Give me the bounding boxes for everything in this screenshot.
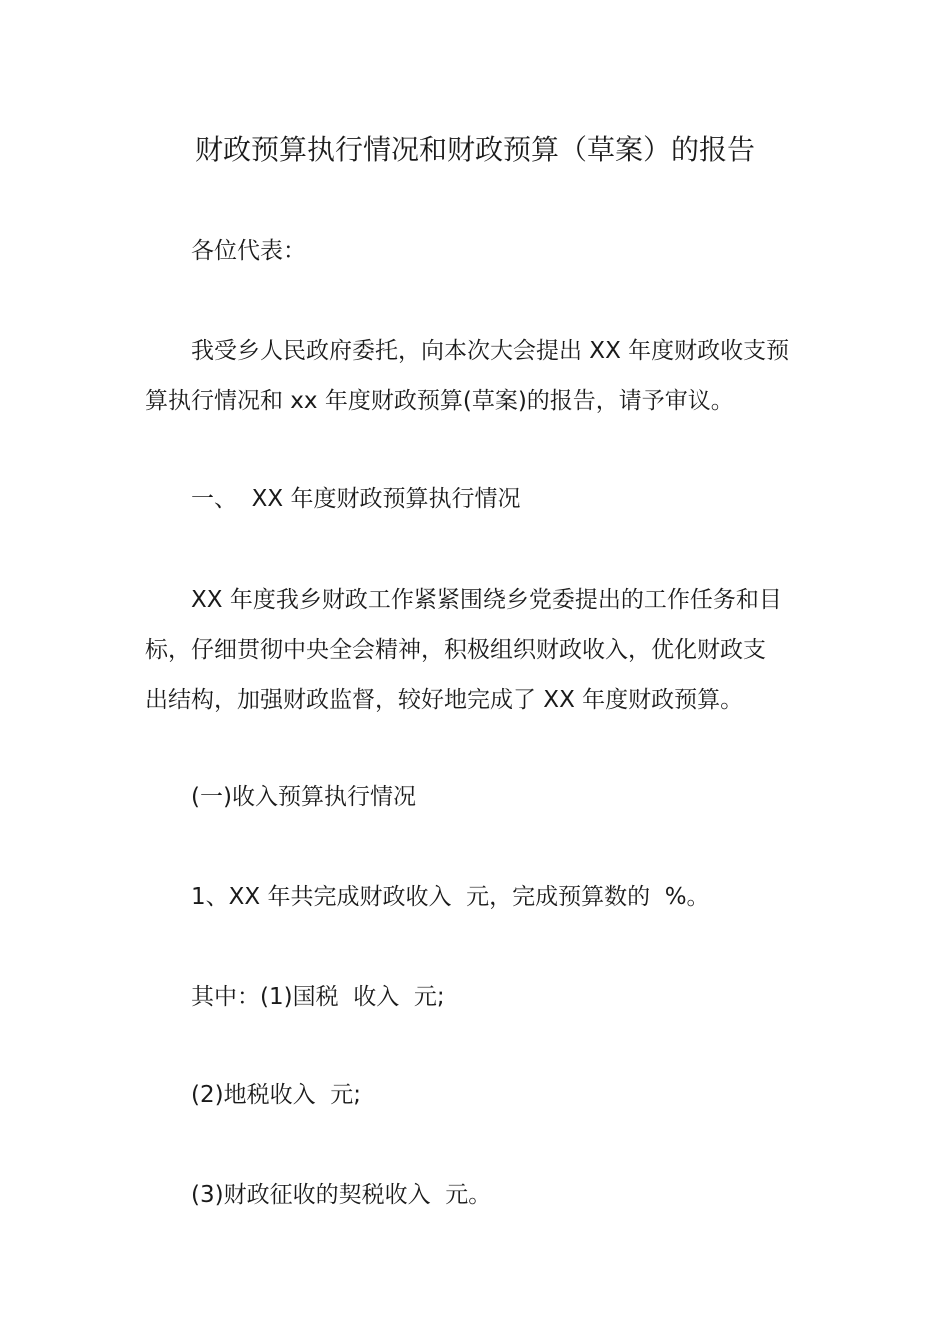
- summary-line-1: XX 年度我乡财政工作紧紧围绕乡党委提出的工作任务和目: [191, 587, 782, 613]
- deed-tax-item: [145, 1170, 810, 1220]
- salutation: [145, 226, 810, 276]
- subsection-heading-1-text: (一)收入预算执行情况: [191, 784, 416, 810]
- revenue-item-1-text: 1、XX 年共完成财政收入 元，完成预算数的 %。: [191, 884, 710, 910]
- section-heading-1: [145, 474, 810, 524]
- national-tax-item-text: 其中：(1)国税 收入 元;: [191, 984, 445, 1010]
- salutation-text: 各位代表：: [191, 238, 306, 264]
- intro-paragraph: [145, 326, 810, 426]
- local-tax-item-text: (2)地税收入 元;: [191, 1082, 361, 1108]
- local-tax-item: [145, 1070, 810, 1120]
- intro-line-1: 我受乡人民政府委托，向本次大会提出 XX 年度财政收支预: [191, 338, 790, 364]
- section-heading-1-text: 一、 XX 年度财政预算执行情况: [191, 486, 521, 512]
- intro-line-2: 算执行情况和 xx 年度财政预算(草案)的报告，请予审议。: [145, 388, 734, 414]
- deed-tax-item-text: (3)财政征收的契税收入 元。: [191, 1182, 492, 1208]
- subsection-heading-1: [145, 772, 810, 822]
- summary-line-3: 出结构，加强财政监督，较好地完成了 XX 年度财政预算。: [145, 687, 744, 713]
- summary-paragraph: [145, 575, 810, 725]
- national-tax-item: [145, 972, 810, 1022]
- document-title: 财政预算执行情况和财政预算（草案）的报告: [194, 133, 755, 166]
- revenue-item-1: [145, 872, 810, 922]
- summary-line-2: 标，仔细贯彻中央全会精神，积极组织财政收入，优化财政支: [145, 637, 766, 663]
